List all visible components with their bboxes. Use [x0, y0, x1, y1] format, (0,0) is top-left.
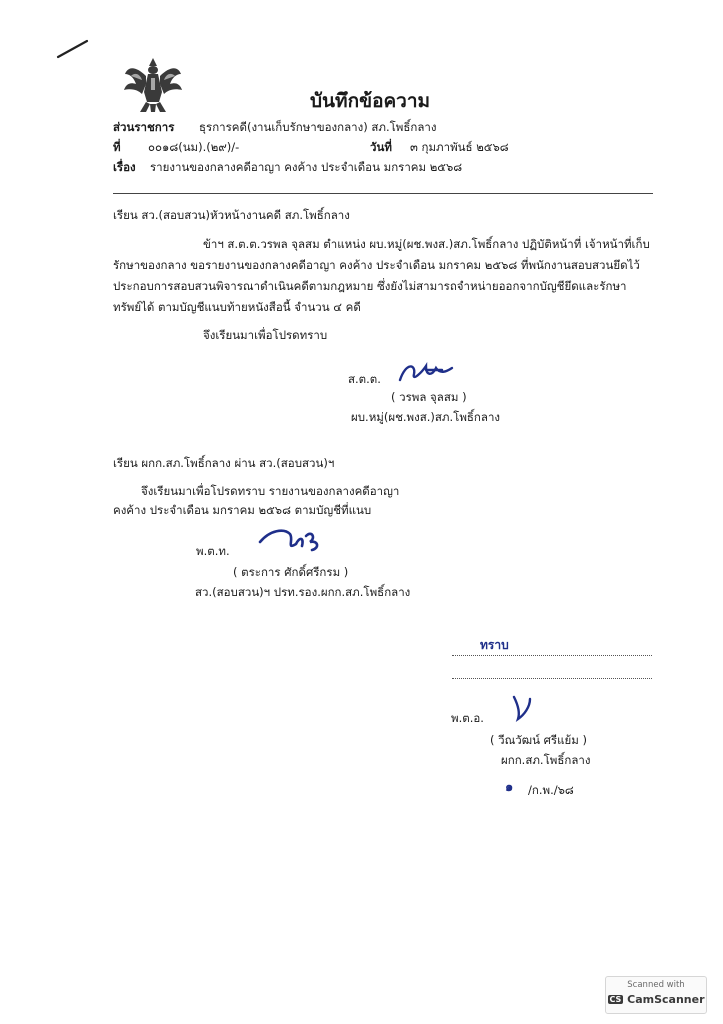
- subject-label: เรื่อง: [113, 160, 136, 174]
- signer-3-position: ผกก.สภ.โพธิ์กลาง: [501, 753, 591, 767]
- approval-dotted-line: [452, 654, 652, 656]
- camscanner-logo-icon: CS: [609, 995, 622, 1004]
- camscanner-watermark: [605, 976, 707, 1014]
- agency-label: ส่วนราชการ: [113, 120, 175, 134]
- salutation-1: เรียน สว.(สอบสวน)หัวหน้างานคดี สภ.โพธิ์กลาง: [113, 208, 350, 222]
- signer-2-position: สว.(สอบสวน)ฯ ปรท.รอง.ผกก.สภ.โพธิ์กลาง: [195, 585, 411, 599]
- signer-1-rank: ส.ต.ต.: [348, 372, 381, 386]
- watermark-brand: [606, 993, 706, 1006]
- endorse-line: จึงเรียนมาเพื่อโปรดทราบ รายงานของกลางคดีอาญา: [141, 484, 400, 498]
- signer-1-position: ผบ.หมู่(ผช.พงส.)สภ.โพธิ์กลาง: [351, 410, 501, 424]
- endorse-line: คงค้าง ประจำเดือน มกราคม ๒๕๖๘ ตามบัญชีที่แนบ: [113, 503, 372, 517]
- watermark-line1: Scanned with: [627, 980, 685, 990]
- pen-mark: [56, 38, 90, 60]
- closing-1: จึงเรียนมาเพื่อโปรดทราบ: [203, 328, 328, 342]
- watermark-line2: CamScanner: [627, 993, 705, 1006]
- signer-2-signature: [256, 524, 326, 556]
- body-line: ข้าฯ ส.ต.ต.วรพล จุลสม ตำแหน่ง ผบ.หมู่(ผช.พงส.)สภ.โพธิ์กลาง ปฏิบัติหน้าที่ เจ้าหน้าที่เก็บ: [203, 237, 650, 251]
- memo-title: บันทึกข้อความ: [310, 90, 431, 112]
- signer-1-signature: [396, 358, 456, 388]
- signer-2-name: ( ตระการ ศักดิ์ศรีกรม ): [233, 565, 349, 579]
- agency-value: ธุรการคดี(งานเก็บรักษาของกลาง) สภ.โพธิ์กลาง: [199, 120, 437, 134]
- body-line: รักษาของกลาง ขอรายงานของกลางคดีอาญา คงค้าง ประจำเดือน มกราคม ๒๕๖๘ ที่พนักงานสอบสวนยึดไว้: [113, 258, 640, 272]
- date-value: ๓ กุมภาพันธ์ ๒๕๖๘: [410, 140, 509, 154]
- signer-1-name: ( วรพล จุลสม ): [391, 390, 467, 404]
- garuda-emblem: [122, 54, 184, 118]
- subject-value: รายงานของกลางคดีอาญา คงค้าง ประจำเดือน มกราคม ๒๕๖๘: [150, 160, 463, 174]
- salutation-2: เรียน ผกก.สภ.โพธิ์กลาง ผ่าน สว.(สอบสวน)ฯ: [113, 456, 335, 470]
- ref-value: ๐๐๑๘(นม).(๒๙)/-: [148, 140, 240, 154]
- signer-3-date-day: ๑: [505, 780, 514, 795]
- signer-3-rank: พ.ต.อ.: [451, 711, 484, 725]
- body-line: ประกอบการสอบสวนพิจารณาดำเนินคดีตามกฎหมาย ซึ่งยังไม่สามารถจำหน่ายออกจากบัญชียึดและรักษา: [113, 279, 627, 293]
- ref-label: ที่: [113, 140, 121, 154]
- body-line: ทรัพย์ได้ ตามบัญชีแนบท้ายหนังสือนี้ จำนวน ๔ คดี: [113, 300, 361, 314]
- signer-2-rank: พ.ต.ท.: [196, 544, 230, 558]
- approval-dotted-line: [452, 677, 652, 679]
- signer-3-date-rest: /ก.พ./๖๘: [528, 783, 574, 797]
- date-label: วันที่: [370, 140, 392, 154]
- approval-note: ทราบ: [480, 638, 509, 652]
- header-divider: [113, 193, 653, 194]
- signer-3-signature: [508, 691, 536, 723]
- signer-3-name: ( วีณวัฒน์ ศรีแย้ม ): [490, 733, 587, 747]
